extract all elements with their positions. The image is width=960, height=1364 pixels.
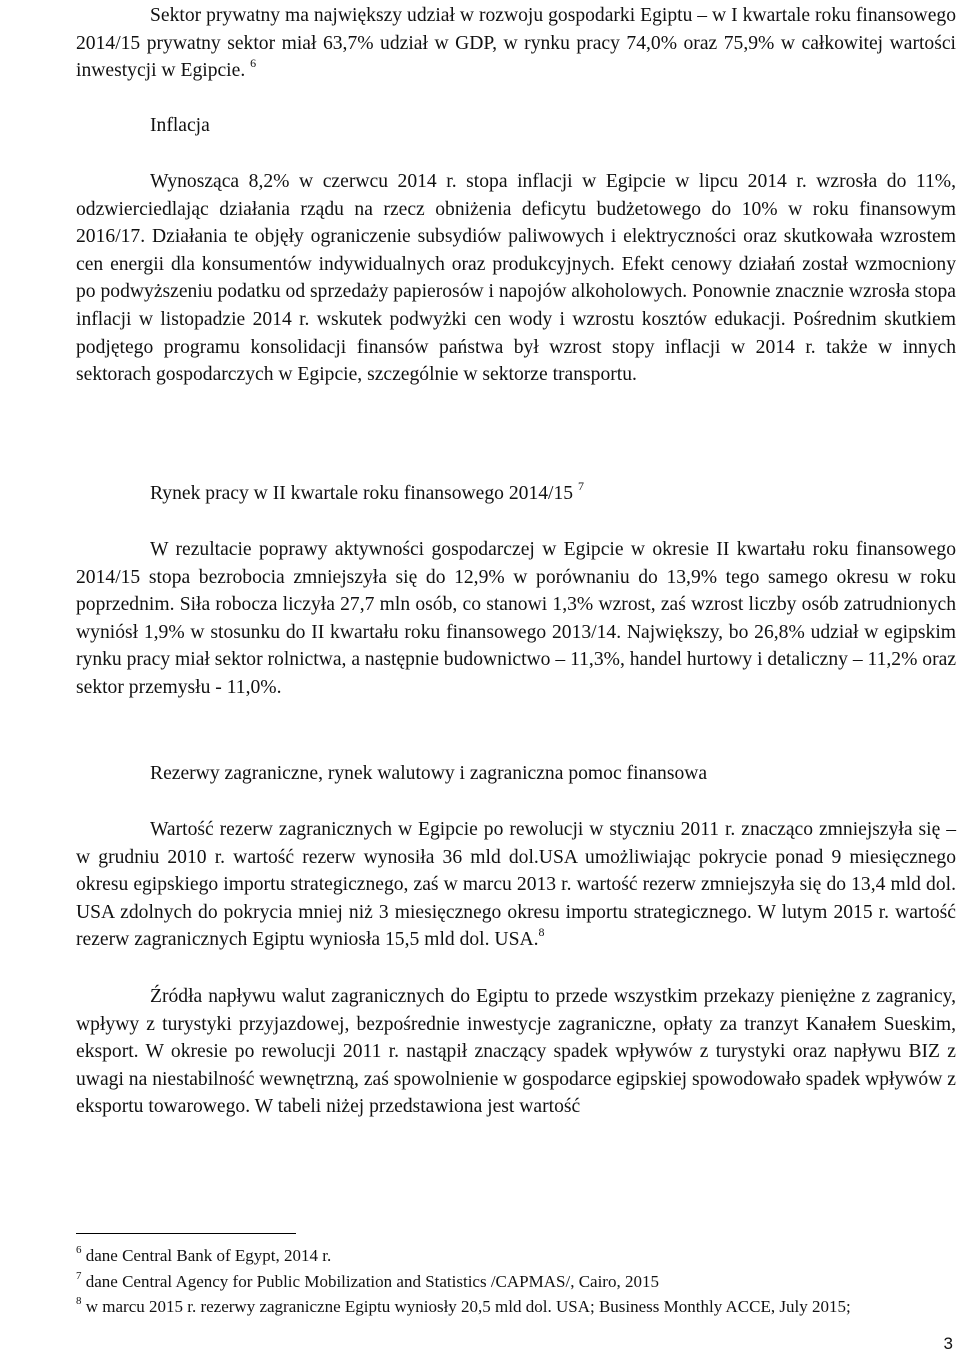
- intro-paragraph: Sektor prywatny ma największy udział w rozwoju gospodarki Egiptu – w I kwartale roku finansowego 2014/15 prywatny sektor miał 63,7% udział w GDP, w rynku pracy 74,0% oraz 75,9% w całkowitej wartości inwestycji w Egipcie. $^6$: [76, 5, 956, 82]
- section-heading-reserves: Rezerwy zagraniczne, rynek walutowy i zagraniczna pomoc finansowa: [150, 763, 708, 784]
- footnote-6: $^6$ dane Central Bank of Egypt, 2014 r.: [76, 1244, 332, 1265]
- footnote-ref-6[interactable]: 6: [250, 56, 257, 71]
- footnote-ref-7[interactable]: 7: [578, 479, 584, 493]
- inflation-paragraph: Wynosząca 8,2% w czerwcu 2014 r. stopa inflacji w Egipcie w lipcu 2014 r. wzrosła do 11%, odzwierciedlając działania rządu na rzecz obniżenia deficytu budżetowego do 10% w roku finansowym 2016/17. Działania te objęły ograniczenie subsydiów paliwowych i elektryczności oraz skutkowała wzrostem cen energii dla konsumentów indywidualnych oraz produkcyjnych. Efekt cenowy działań został wzmocniony po podwyższeniu podatku od sprzedaży papierosów i napojów alkoholowych. Ponownie znacznie wzrosła stopa inflacji w listopadzie 2014 r. wskutek podwyżki cen wody i wzrostu kosztów edukacji. Pośrednim skutkiem podjętego programu konsolidacji finansów państwa był wzrost stopy inflacji w 2014 r. także w innych sektorach gospodarczych w Egipcie, szczególnie w sektorze transportu.: [76, 171, 956, 386]
- footnote-7: $^7$ dane Central Agency for Public Mobilization and Statistics /CAPMAS/, Cairo, 2015: [76, 1270, 659, 1291]
- reserves-paragraph-2: Źródła napływu walut zagranicznych do Egiptu to przede wszystkim przekazy pieniężne z zagranicy, wpływy z turystyki przyjazdowej, bezpośrednie inwestycje zagraniczne, opłaty za tranzyt Kanałem Sueskim, eksport. W okresie po rewolucji 2011 r. nastąpił znaczący spadek wpływów z turystyki oraz napływu BIZ z uwagi na niestabilność wewnętrzną, zaś spowolnienie w gospodarce egipskiej spowodowało spadek wpływów z eksportu towarowego. W tabeli niżej przedstawiona jest wartość: [76, 986, 956, 1118]
- section-heading-inflation: Inflacja: [150, 115, 210, 136]
- footnote-8: $^8$ w marcu 2015 r. rezerwy zagraniczne Egiptu wyniosły 20,5 mld dol. USA; Business Monthly ACCE, July 2015;: [76, 1295, 851, 1316]
- labor-market-paragraph: W rezultacie poprawy aktywności gospodarczej w Egipcie w okresie II kwartału roku finansowego 2014/15 stopa bezrobocia zmniejszyła się do 12,9% w porównaniu do 13,9% tego samego okresu w roku poprzednim. Siła robocza liczyła 27,7 mln osób, co stanowi 1,3% wzrost, zaś wzrost liczby osób zatrudnionych wyniósł 1,9% w stosunku do II kwartału roku finansowego 2013/14. Największy, bo 26,8% udział w egipskim rynku pracy miał sektor rolnictwa, a następnie budownictwo – 11,3%, handel hurtowy i detaliczny – 11,2% oraz sektor przemysłu - 11,0%.: [76, 539, 957, 698]
- page-number: 3: [943, 1334, 953, 1353]
- footnote-ref-8[interactable]: 8: [538, 925, 545, 940]
- section-heading-labor-market: Rynek pracy w II kwartale roku finansowego 2014/15 $^7$: [150, 479, 584, 504]
- reserves-paragraph-1: Wartość rezerw zagranicznych w Egipcie po rewolucji w styczniu 2011 r. znacząco zmniejszyła się – w grudniu 2010 r. wartość rezerw wynosiła 36 mld dol.USA umożliwiając pokrycie ponad 9 miesięcznego okresu egipskiego importu strategicznego, zaś w marcu 2013 r. wartość rezerw zmniejszyła się do 13,4 mld dol. USA zdolnych do pokrycia mniej niż 3 miesięcznego okresu importu strategicznego. W lutym 2015 r. wartość rezerw zagranicznych Egiptu wyniosła 15,5 mld dol. USA.$^8$: [76, 819, 956, 951]
- footnote-separator: [76, 1233, 296, 1234]
